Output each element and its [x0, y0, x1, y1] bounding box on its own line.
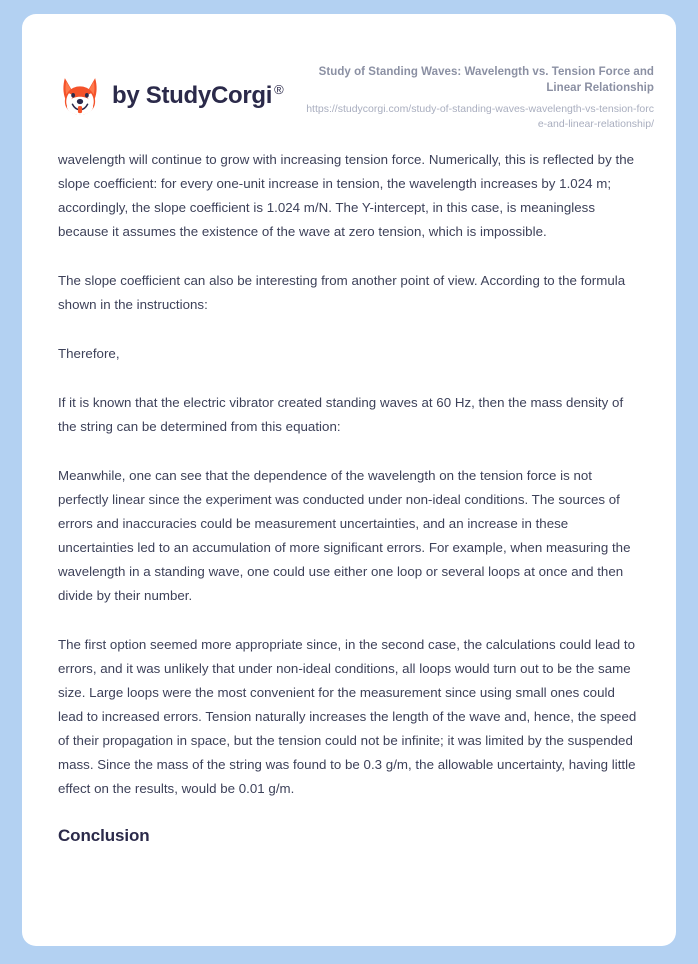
brand-logo-group[interactable]	[58, 74, 283, 118]
corgi-face-icon	[58, 74, 102, 118]
paragraph: The first option seemed more appropriate since, in the second case, the calculations could lead to errors, and it was unlikely that under non-ideal conditions, all loops would turn out to be the same size. Large loops were the most convenient for the measurement since using small ones could lead to increased errors. Tension naturally increases the length of the wave and, hence, the speed of their propagation in space, but the tension could not be infinite; it was limited by the suspended mass. Since the mass of the string was found to be 0.3 g/m, the allowable uncertainty, having little effect on the results, would be 0.01 g/m.	[58, 637, 637, 796]
paragraph: The slope coefficient can also be interesting from another point of view. According to the formula shown in the instructions:	[58, 273, 626, 312]
brand-name: by StudyCorgi ®	[112, 82, 284, 109]
paragraph: Meanwhile, one can see that the dependence of the wavelength on the tension force is not perfectly linear since the experiment was conducted under non-ideal conditions. The sources of errors and inaccuracies could be measurement uncertainties, and an increase in these uncertainties led to an accumulation of more significant errors. For example, when measuring the wavelength in a standing wave, one could use either one loop or several loops at once and then divide by their number.	[58, 468, 631, 603]
document-header	[22, 14, 676, 148]
document-title: Study of Standing Waves: Wavelength vs. Tension Force and Linear Relationship	[318, 66, 654, 95]
document-page-card	[22, 14, 676, 946]
paragraph: If it is known that the electric vibrator created standing waves at 60 Hz, then the mass density of the string can be determined from this equation:	[58, 395, 624, 434]
paragraph: wavelength will continue to grow with increasing tension force. Numerically, this is reflected by the slope coefficient: for every one-unit increase in tension, the wavelength increases by 1.024 m; accordingly, the slope coefficient is 1.024 m/N. The Y-intercept, in this case, is meaningless because it assumes the existence of the wave at zero tension, which is impossible.	[58, 152, 635, 239]
header-meta	[304, 64, 654, 132]
registered-trademark-icon: ®	[274, 82, 284, 97]
section-heading-conclusion: Conclusion	[58, 826, 150, 845]
document-body	[22, 148, 676, 846]
document-source-url[interactable]: https://studycorgi.com/study-of-standing-waves-wavelength-vs-tension-force-and-linear-relationship/	[306, 102, 654, 130]
paragraph: Therefore,	[58, 346, 120, 361]
